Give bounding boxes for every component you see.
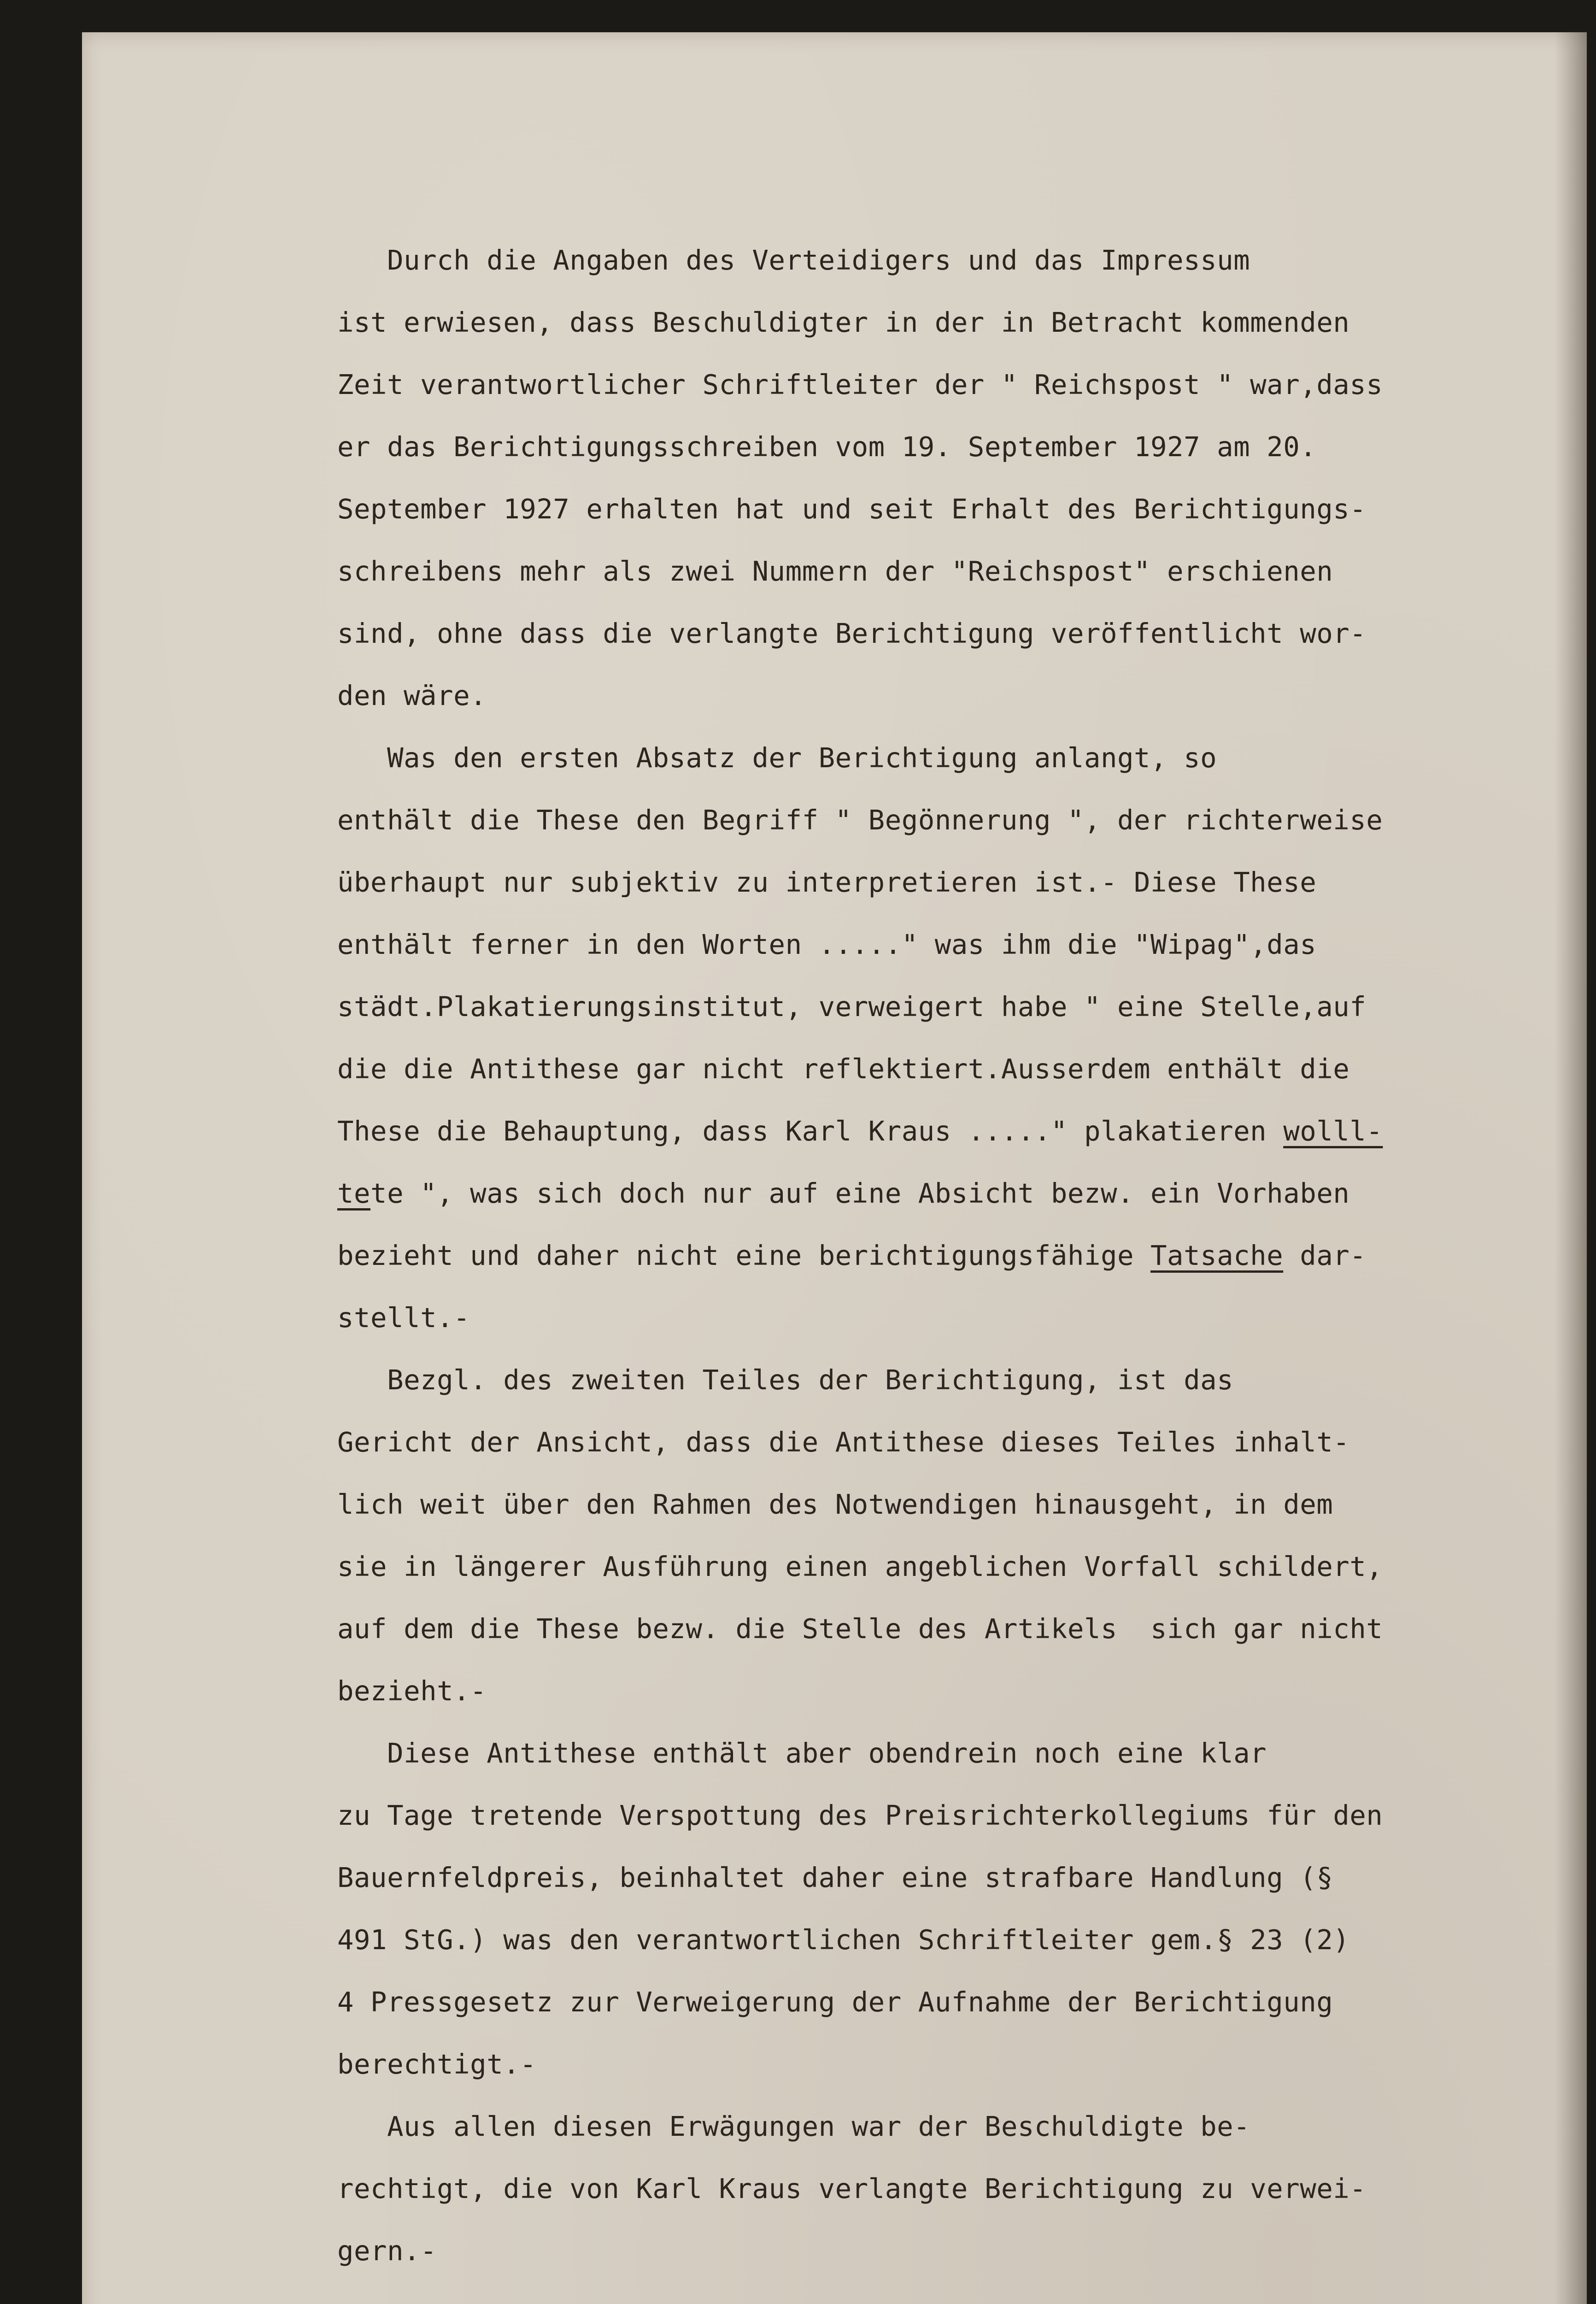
line-text: te ", was sich doch nur auf eine Absicht bezw. ein Vorhaben <box>370 1177 1350 1209</box>
text-line: bezieht.- <box>337 1675 487 1707</box>
text-line-underlined <box>337 1175 1350 1212</box>
text-line: Zeit verantwortlicher Schriftleiter der " Reichspost " war,dass <box>337 369 1383 400</box>
text-line: Durch die Angaben des Verteidigers und das Impressum <box>337 244 1250 276</box>
text-line: Diese Antithese enthält aber obendrein noch eine klar <box>337 1737 1267 1769</box>
text-line: 4 Pressgesetz zur Verweigerung der Aufnahme der Berichtigung <box>337 1986 1333 2018</box>
typewritten-text <box>82 32 1587 2304</box>
underlined-word: te <box>337 1177 371 1209</box>
line-text: These die Behauptung, dass Karl Kraus ....." plakatieren <box>337 1115 1284 1147</box>
text-line: rechtigt, die von Karl Kraus verlangte Berichtigung zu verwei- <box>337 2173 1367 2204</box>
text-line: Bauernfeldpreis, beinhaltet daher eine strafbare Handlung (§ <box>337 1862 1333 1893</box>
underlined-word: Tatsache <box>1150 1240 1284 1271</box>
text-line: städt.Plakatierungsinstitut, verweigert habe " eine Stelle,auf <box>337 991 1367 1023</box>
text-line: er das Berichtigungsschreiben vom 19. September 1927 am 20. <box>337 431 1317 463</box>
text-line: enthält ferner in den Worten ....." was ihm die "Wipag",das <box>337 929 1317 960</box>
line-text: bezieht und daher nicht eine berichtigungsfähige <box>337 1240 1151 1271</box>
text-line: Aus allen diesen Erwägungen war der Beschuldigte be- <box>337 2110 1250 2142</box>
text-line: überhaupt nur subjektiv zu interpretieren ist.- Diese These <box>337 866 1317 898</box>
text-line: September 1927 erhalten hat und seit Erhalt des Berichtigungs- <box>337 493 1367 525</box>
text-line: stellt.- <box>337 1302 470 1334</box>
text-line: den wäre. <box>337 680 487 711</box>
text-line: die die Antithese gar nicht reflektiert.Ausserdem enthält die <box>337 1053 1350 1085</box>
text-line: Gericht der Ansicht, dass die Antithese dieses Teiles inhalt- <box>337 1426 1350 1458</box>
text-line: ist erwiesen, dass Beschuldigter in der in Betracht kommenden <box>337 306 1350 338</box>
text-line: Bezgl. des zweiten Teiles der Berichtigung, ist das <box>337 1364 1234 1396</box>
text-line: schreibens mehr als zwei Nummern der "Reichspost" erschienen <box>337 555 1333 587</box>
text-line-underlined <box>337 1237 1366 1274</box>
text-line: auf dem die These bezw. die Stelle des Artikels sich gar nicht <box>337 1613 1383 1645</box>
underlined-word: wolll- <box>1283 1115 1383 1147</box>
line-text: dar- <box>1283 1240 1367 1271</box>
text-line: sie in längerer Ausführung einen angeblichen Vorfall schildert, <box>337 1551 1383 1582</box>
text-line: berechtigt.- <box>337 2048 537 2080</box>
text-line: 491 StG.) was den verantwortlichen Schriftleiter gem.§ 23 (2) <box>337 1924 1350 1956</box>
text-line: sind, ohne dass die verlangte Berichtigung veröffentlicht wor- <box>337 617 1367 649</box>
text-line: lich weit über den Rahmen des Notwendigen hinausgeht, in dem <box>337 1488 1333 1520</box>
text-line: gern.- <box>337 2235 437 2267</box>
document-page <box>82 32 1587 2304</box>
text-line-underlined <box>337 1113 1383 1150</box>
text-line: zu Tage tretende Verspottung des Preisrichterkollegiums für den <box>337 1799 1383 1831</box>
text-line: enthält die These den Begriff " Begönnerung ", der richterweise <box>337 804 1383 836</box>
text-line: Was den ersten Absatz der Berichtigung anlangt, so <box>337 742 1217 774</box>
